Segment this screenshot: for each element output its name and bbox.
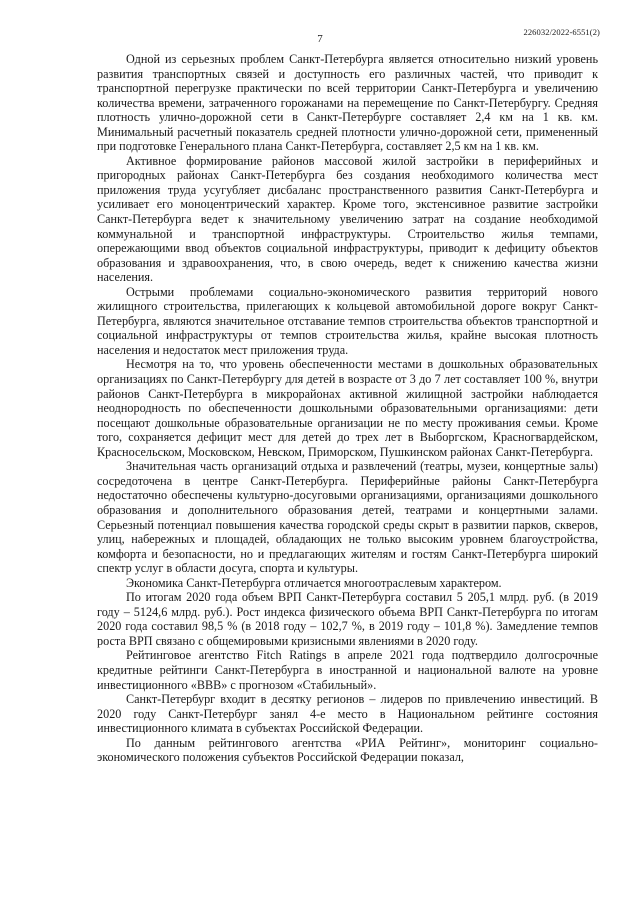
- paragraph-transport: Одной из серьезных проблем Санкт-Петербурга является относительно низкий уровень развития транспортных связей и доступность его различных частей, что приводит к транспортной перегрузке практически по всей территории Санкт-Петербурга и увеличению количества времени, затраченного горожанами на перемещение по Санкт-Петербургу. Средняя плотность улично-дорожной сети в Санкт-Петербурге составляет 2,4 км на 1 кв. км. Минимальный расчетный показатель средней плотности улично-дорожной сети, примененный при подготовке Генерального плана Санкт-Петербурга, составляет 2,5 км на 1 кв. км.: [97, 52, 598, 154]
- body-text: [97, 52, 598, 765]
- paragraph-ring-road-problems: Острыми проблемами социально-экономического развития территорий нового жилищного строительства, прилегающих к кольцевой автомобильной дороге вокруг Санкт-Петербурга, являются значительное отставание темпов строительства объектов транспортной и социальной инфраструктуры от темпов строительства жилья, крайне высокая плотность населения и недостаток мест приложения труда.: [97, 284, 598, 357]
- paragraph-economy: Экономика Санкт-Петербурга отличается многоотраслевым характером.: [126, 575, 502, 590]
- paragraph-fitch: Рейтинговое агентство Fitch Ratings в апреле 2021 года подтвердило долгосрочные кредитные рейтинги Санкт-Петербурга в иностранной и национальной валюте на уровне инвестиционного «BBB» с прогнозом «Стабильный».: [97, 648, 598, 692]
- paragraph-housing-development: Активное формирование районов массовой жилой застройки в периферийных и пригородных районах Санкт-Петербурга без создания необходимого количества мест приложения труда усугубляет дисбаланс пространственного развития Санкт-Петербурга и усиливает его моноцентрический характер. Кроме того, экстенсивное развитие застройки Санкт-Петербурга ведет к значительному увеличению затрат на создание необходимой коммунальной и транспортной инфраструктуры. Строительство жилья темпами, опережающими ввод объектов социальной инфраструктуры, приводит к дефициту объектов образования и здравоохранения, что, в свою очередь, ведет к снижению качества жизни населения.: [97, 153, 598, 285]
- paragraph-grp: По итогам 2020 года объем ВРП Санкт-Петербурга составил 5 205,1 млрд. руб. (в 2019 году – 5124,6 млрд. руб.). Рост индекса физического объема ВРП Санкт-Петербурга по итогам 2020 года составил 98,5 % (в 2018 году – 102,7 %, в 2019 году – 101,8 %). Замедление темпов роста ВРП связано с общемировыми кризисными явлениями в 2020 году.: [97, 590, 598, 648]
- page-number: 7: [317, 33, 323, 45]
- paragraph-leisure: Значительная часть организаций отдыха и развлечений (театры, музеи, концертные залы) сосредоточена в центре Санкт-Петербурга. Периферийные районы Санкт-Петербурга недостаточно обеспечены культурно-досуговыми организациями, организациями дошкольного образования и дополнительного образования детей, театрами и концертными залами. Серьезный потенциал повышения качества городской среды скрыт в развитии парков, скверов, улиц, набережных и площадей, обладающих не только высоким уровнем благоустройства, комфорта и безопасности, но и предлагающих жителям и гостям Санкт-Петербурга широкий спектр услуг в области досуга, спорта и культуры.: [97, 459, 598, 576]
- paragraph-ria-rating: По данным рейтингового агентства «РИА Рейтинг», мониторинг социально-экономического положения субъектов Российской Федерации показал,: [97, 735, 598, 765]
- document-id: 226032/2022-6551(2): [523, 27, 600, 37]
- paragraph-investment: Санкт-Петербург входит в десятку регионов – лидеров по привлечению инвестиций. В 2020 году Санкт-Петербург занял 4-е место в Национальном рейтинге состояния инвестиционного климата в субъектах Российской Федерации.: [97, 692, 598, 736]
- paragraph-preschool: Несмотря на то, что уровень обеспеченности местами в дошкольных образовательных организациях по Санкт-Петербургу для детей в возрасте от 3 до 7 лет составляет 100 %, внутри районов Санкт-Петербурга в микрорайонах активной жилищной застройки наблюдается неоднородность по обеспеченности дошкольными образовательными организациями: дети посещают дошкольные образовательные организации не по месту проживания семьи. Кроме того, сохраняется дефицит мест для детей до трех лет в Выборгском, Красногвардейском, Красносельском, Московском, Невском, Приморском, Пушкинском районах Санкт-Петербурга.: [97, 357, 598, 459]
